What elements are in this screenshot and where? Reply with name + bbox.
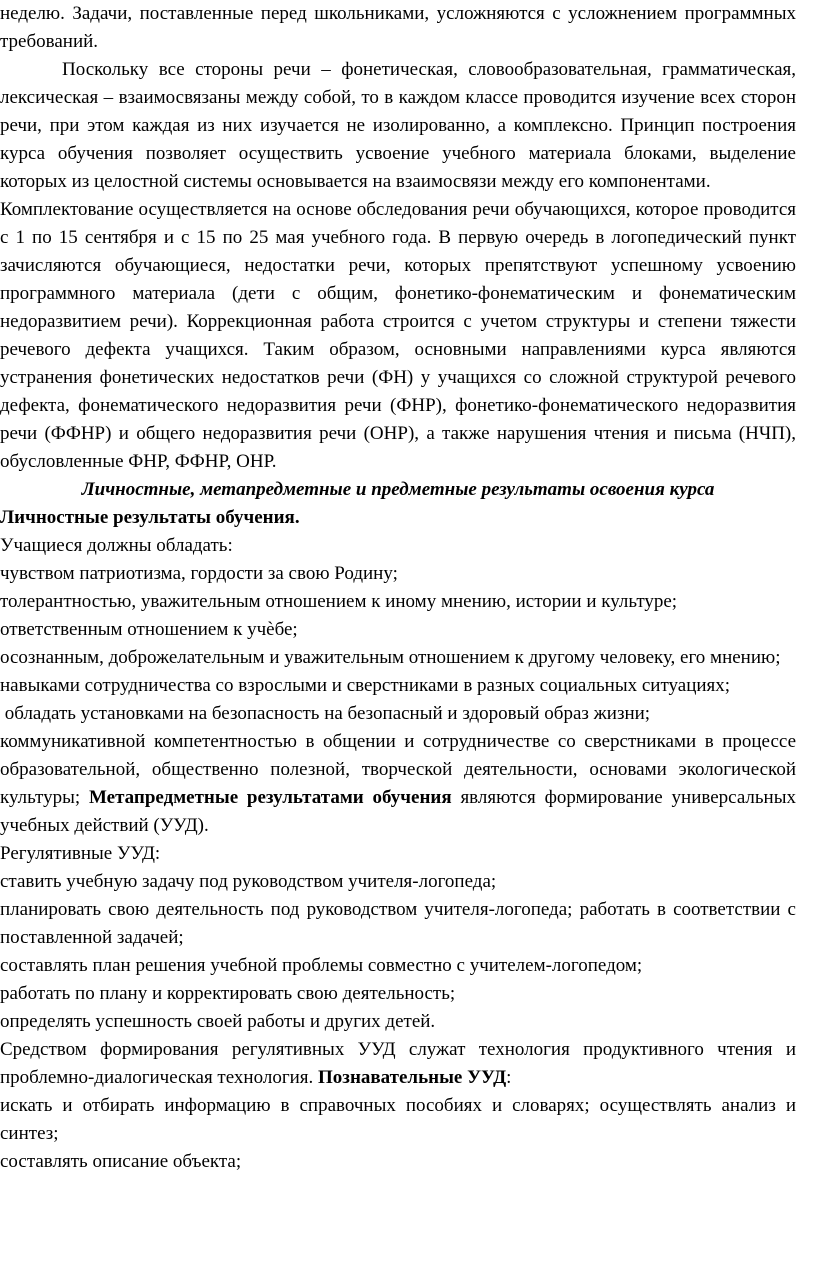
personal-item: навыками сотрудничества со взрослыми и сверстниками в разных социальных ситуациях; [0, 675, 731, 696]
personal-item: обладать установками на безопасность на безопасный и здоровый образ жизни; [0, 703, 651, 724]
paragraph-communicative-meta [0, 728, 796, 840]
regulative-item: определять успешность своей работы и других детей. [0, 1011, 436, 1032]
personal-item: чувством патриотизма, гордости за свою Родину; [0, 563, 398, 584]
cognitive-colon: : [506, 1067, 512, 1088]
regulative-item: составлять план решения учебной проблемы совместно с учителем-логопедом; [0, 955, 643, 976]
cognitive-item: составлять описание объекта; [0, 1151, 242, 1172]
meta-results-text: являются формирование универсальных учебных действий (УУД). [0, 787, 796, 836]
paragraph-means-cognitive [0, 1036, 796, 1092]
students-should-possess: Учащиеся должны обладать: [0, 535, 233, 556]
paragraph-enrollment: Комплектование осуществляется на основе обследования речи обучающихся, которое проводится с 1 по 15 сентября и с 15 по 25 мая учебного года. В первую очередь в логопедический пункт зачисляются обучающиеся, недостатки речи, которых препятствуют успешному усвоению программного материала (дети с общим, фонетико-фонематическим и фонематическим недоразвитием речи). Коррекционная работа строится с учетом структуры и степени тяжести речевого дефекта учащихся. Таким образом, основными направлениями курса являются устранения фонетических недостатков речи (ФН) у учащихся со сложной структурой речевого дефекта, фонематического недоразвития речи (ФНР), фонетико-фонематического недоразвития речи (ФФНР) и общего недоразвития речи (ОНР), а также нарушения чтения и письма (НЧП), обусловленные ФНР, ФФНР, ОНР. [0, 199, 796, 472]
personal-item: осознанным, доброжелательным и уважительным отношением к другому человеку, его мнению; [0, 647, 781, 668]
regulative-item: работать по плану и корректировать свою деятельность; [0, 983, 456, 1004]
communicative-competence-text: коммуникативной компетентностью в общении и сотрудничестве со сверстниками в процессе образовательной, общественно полезной, творческой деятельности, основами экологической культуры; [0, 731, 796, 808]
regulative-item: ставить учебную задачу под руководством учителя-логопеда; [0, 871, 497, 892]
personal-item: толерантностью, уважительным отношением к иному мнению, истории и культуре; [0, 591, 678, 612]
section-heading-results: Личностные, метапредметные и предметные результаты освоения курса [81, 479, 715, 500]
means-text: Средством формирования регулятивных УУД служат технология продуктивного чтения и проблемно-диалогическая технология. [0, 1039, 796, 1088]
subheading-personal-results: Личностные результаты обучения. [0, 507, 300, 528]
cognitive-label: Познавательные УУД [318, 1067, 507, 1088]
meta-results-label: Метапредметные результатами обучения [88, 787, 452, 808]
personal-item: ответственным отношением к учѐбе; [0, 619, 298, 640]
paragraph-speech-aspects: Поскольку все стороны речи – фонетическая, словообразовательная, грамматическая, лексическая – взаимосвязаны между собой, то в каждом классе проводится изучение всех сторон речи, при этом каждая из них изучается не изолированно, а комплексно. Принцип построения курса обучения позволяет осуществить усвоение учебного материала блоками, выделение которых из целостной системы основывается на взаимосвязи между его компонентами. [0, 59, 796, 192]
cognitive-item: искать и отбирать информацию в справочных пособиях и словарях; осуществлять анализ и синтез; [0, 1095, 796, 1144]
regulative-item: планировать свою деятельность под руководством учителя-логопеда; работать в соответствии с поставленной задачей; [0, 899, 796, 948]
paragraph-intro-continuation: неделю. Задачи, поставленные перед школьниками, усложняются с усложнением программных требований. [0, 3, 796, 52]
subheading-regulative: Регулятивные УУД: [0, 843, 161, 864]
